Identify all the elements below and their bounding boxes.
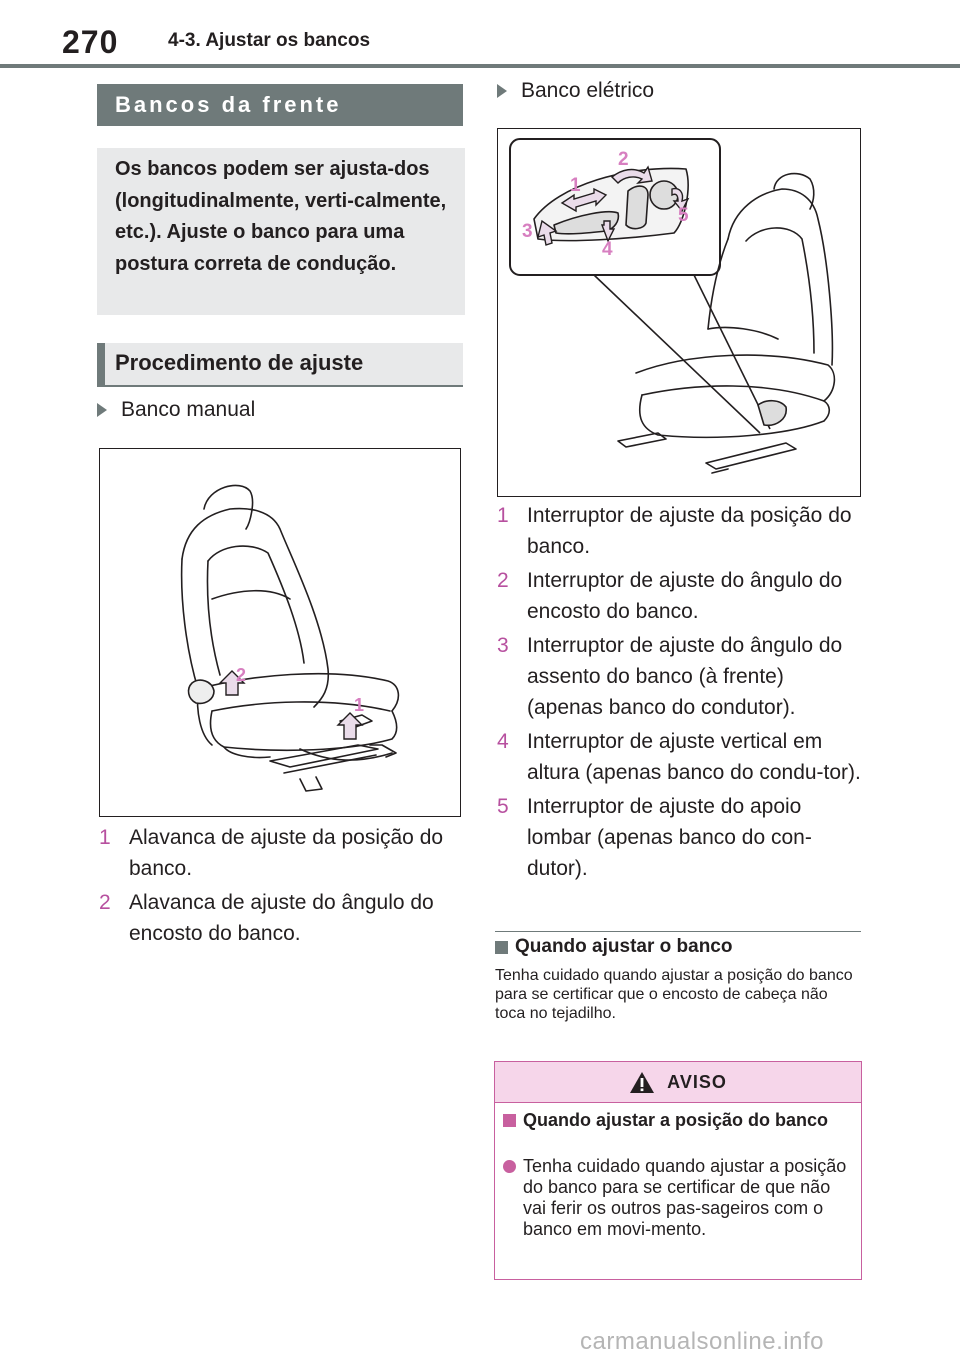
power-callout-list <box>497 500 861 887</box>
header-rule <box>0 64 960 68</box>
warning-triangle-icon <box>629 1071 655 1094</box>
manual-seat-drawing <box>100 449 459 815</box>
callout-text: Interruptor de ajuste do ângulo do assento do banco (à frente) (apenas banco do condutor). <box>527 634 843 719</box>
warning-box <box>494 1061 862 1280</box>
callout-number: 1 <box>99 826 111 849</box>
warning-item-text: Tenha cuidado quando ajustar a posição do banco para se certificar de que não vai ferir os outros pas-sageiros com o banco em movi-mento. <box>523 1156 847 1239</box>
list-item <box>497 565 861 627</box>
intro-box: Os bancos podem ser ajusta-dos (longitudinalmente, verti-calmente, etc.). Ajuste o banco para uma postura correta de condução. <box>97 148 465 315</box>
power-seat-illustration <box>497 128 861 497</box>
list-item <box>99 887 459 949</box>
warning-item <box>503 1156 853 1240</box>
callout-text: Interruptor de ajuste da posição do banco. <box>527 504 852 558</box>
list-item <box>497 791 861 884</box>
note-title: Quando ajustar o banco <box>515 936 733 957</box>
warning-subheading <box>503 1110 853 1131</box>
callout-number: 2 <box>99 891 111 914</box>
callout-text: Interruptor de ajuste vertical em altura (apenas banco do condu-tor). <box>527 730 861 784</box>
power-seat-drawing <box>498 129 859 495</box>
note-heading <box>495 936 732 958</box>
manual-seat-label-text: Banco manual <box>121 398 256 421</box>
power-callout-2: 2 <box>618 149 629 170</box>
callout-text: Alavanca de ajuste do ângulo do encosto do banco. <box>129 891 434 945</box>
callout-number: 5 <box>497 795 509 818</box>
callout-text: Alavanca de ajuste da posição do banco. <box>129 826 444 880</box>
triangle-bullet-icon <box>97 403 107 417</box>
watermark: carmanualsonline.info <box>580 1328 824 1355</box>
manual-callout-1: 1 <box>354 695 365 715</box>
power-callout-5: 5 <box>678 205 689 226</box>
callout-number: 1 <box>497 504 509 527</box>
square-bullet-icon <box>503 1114 516 1127</box>
manual-seat-label <box>97 398 255 422</box>
note-body: Tenha cuidado quando ajustar a posição do banco para se certificar que o encosto de cabeça não toca no tejadilho. <box>495 967 853 1022</box>
list-item <box>99 822 459 884</box>
warning-title: AVISO <box>667 1071 727 1092</box>
section-heading: Bancos da frente <box>97 84 463 126</box>
power-callout-4: 4 <box>602 239 613 260</box>
list-item <box>497 726 861 788</box>
callout-number: 4 <box>497 730 509 753</box>
power-callout-1: 1 <box>570 175 581 196</box>
warning-header <box>495 1062 861 1103</box>
warning-subtitle: Quando ajustar a posição do banco <box>523 1110 829 1130</box>
manual-seat-illustration <box>99 448 461 817</box>
section-title: 4-3. Ajustar os bancos <box>168 30 371 51</box>
list-item <box>497 630 861 723</box>
manual-callout-2: 2 <box>236 665 247 685</box>
circle-bullet-icon <box>503 1160 516 1173</box>
page-number: 270 <box>62 24 119 60</box>
list-item <box>497 500 861 562</box>
note-divider <box>495 931 861 932</box>
procedure-subheading: Procedimento de ajuste <box>97 343 463 387</box>
callout-text: Interruptor de ajuste do ângulo do encosto do banco. <box>527 569 843 623</box>
triangle-bullet-icon <box>497 84 507 98</box>
manual-callout-list <box>99 822 459 952</box>
callout-text: Interruptor de ajuste do apoio lombar (apenas banco do con-dutor). <box>527 795 812 880</box>
power-callout-3: 3 <box>522 221 533 242</box>
power-seat-label <box>497 79 654 103</box>
square-bullet-icon <box>495 941 508 954</box>
callout-number: 3 <box>497 634 509 657</box>
callout-number: 2 <box>497 569 509 592</box>
power-seat-label-text: Banco elétrico <box>521 79 655 102</box>
